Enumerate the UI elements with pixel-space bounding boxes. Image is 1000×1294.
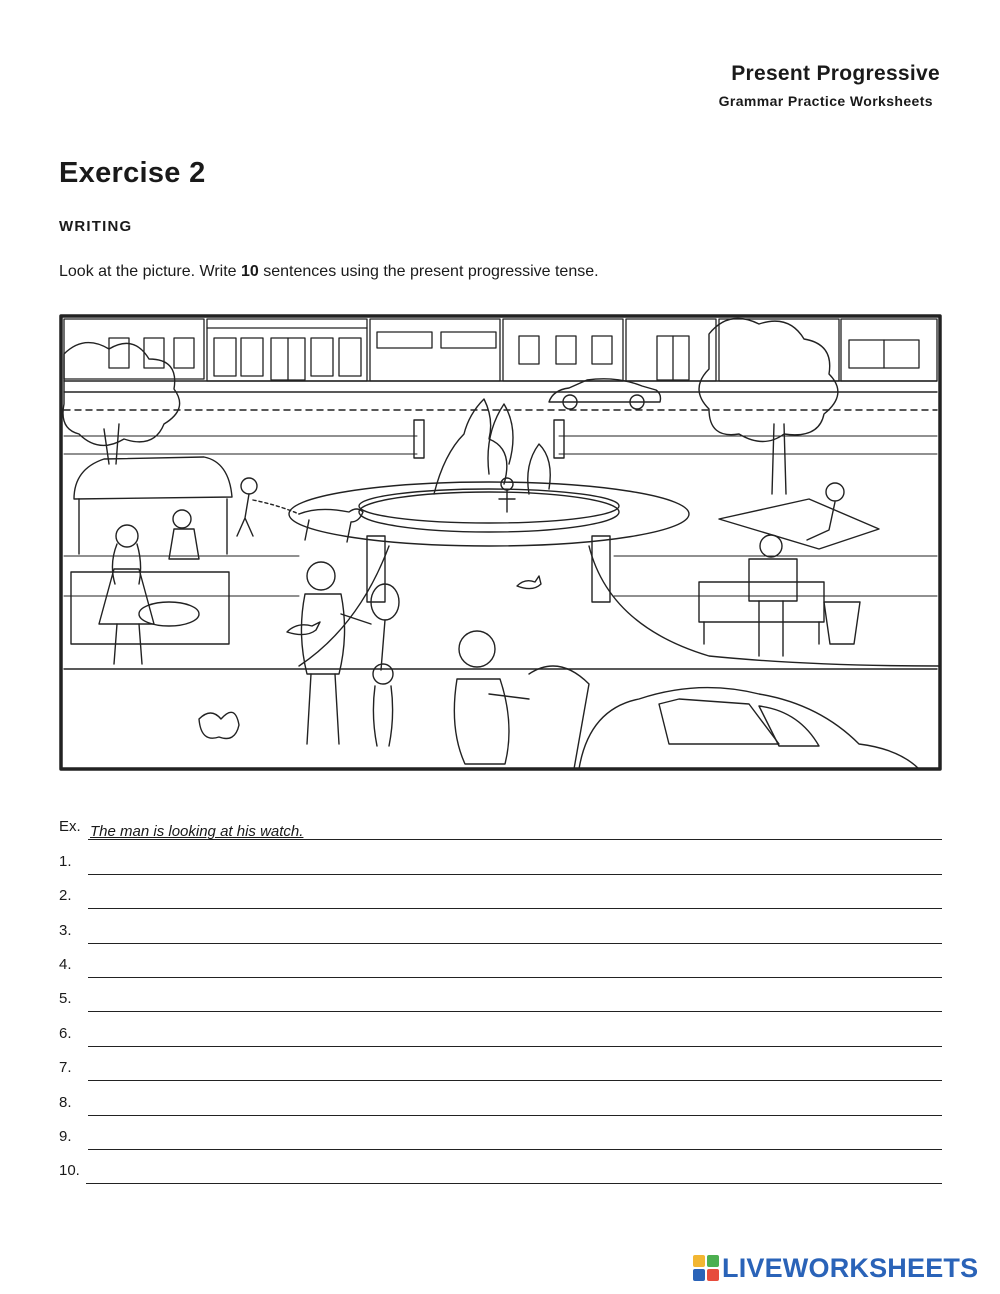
answer-number: 1. xyxy=(59,852,72,870)
answer-number: 3. xyxy=(59,921,72,939)
answer-line[interactable] xyxy=(59,1150,942,1184)
liveworksheets-brand[interactable] xyxy=(693,1253,978,1283)
instruction-text-end: sentences using the present progressive tense. xyxy=(258,263,599,280)
example-label: Ex. xyxy=(59,818,81,836)
section-label: WRITING xyxy=(59,218,133,235)
boy-figure xyxy=(371,584,399,746)
instruction-count: 10 xyxy=(241,263,259,280)
answer-number: 7. xyxy=(59,1059,72,1077)
answer-number: 5. xyxy=(59,990,72,1008)
answer-number: 4. xyxy=(59,955,72,973)
answer-line[interactable] xyxy=(59,978,942,1012)
answer-line[interactable] xyxy=(59,1116,942,1150)
front-fence xyxy=(64,556,937,596)
answer-rule[interactable] xyxy=(86,1183,942,1184)
answer-line[interactable] xyxy=(59,1081,942,1115)
park-scene-illustration xyxy=(59,314,942,771)
worksheet-title: Present Progressive xyxy=(731,62,940,85)
street-car xyxy=(549,379,661,409)
answer-number: 6. xyxy=(59,1024,72,1042)
man-at-car xyxy=(454,631,529,764)
trash-basket xyxy=(824,602,860,644)
squirrel xyxy=(199,712,239,738)
woman-figure xyxy=(99,525,154,664)
example-sentence: The man is looking at his watch. xyxy=(90,823,304,841)
answer-number: 2. xyxy=(59,887,72,905)
instruction-text-start: Look at the picture. Write xyxy=(59,263,242,280)
answer-line[interactable] xyxy=(59,909,942,943)
instructions xyxy=(59,263,599,281)
pigeon xyxy=(287,622,320,635)
answer-line[interactable] xyxy=(59,1047,942,1081)
dog-walker xyxy=(237,478,363,542)
man-figure xyxy=(301,562,371,744)
exercise-title: Exercise 2 xyxy=(59,157,206,189)
fountain xyxy=(289,399,689,546)
example-line xyxy=(59,806,942,840)
answer-lines xyxy=(59,806,942,1184)
picnic-blanket xyxy=(719,499,879,549)
bird xyxy=(517,576,541,589)
buildings xyxy=(64,319,937,381)
answer-line[interactable] xyxy=(59,875,942,909)
parked-car xyxy=(529,666,919,769)
answer-number: 8. xyxy=(59,1093,72,1111)
answer-line[interactable] xyxy=(59,1012,942,1046)
liveworksheets-logo-icon xyxy=(693,1255,719,1281)
worksheet-subtitle: Grammar Practice Worksheets xyxy=(718,93,933,109)
answer-number: 9. xyxy=(59,1127,72,1145)
answer-line[interactable] xyxy=(59,944,942,978)
back-fence xyxy=(64,436,937,454)
answer-number: 10. xyxy=(59,1162,80,1180)
answer-line[interactable] xyxy=(59,840,942,874)
brand-name: LIVEWORKSHEETS xyxy=(722,1252,979,1283)
trees xyxy=(63,318,838,494)
